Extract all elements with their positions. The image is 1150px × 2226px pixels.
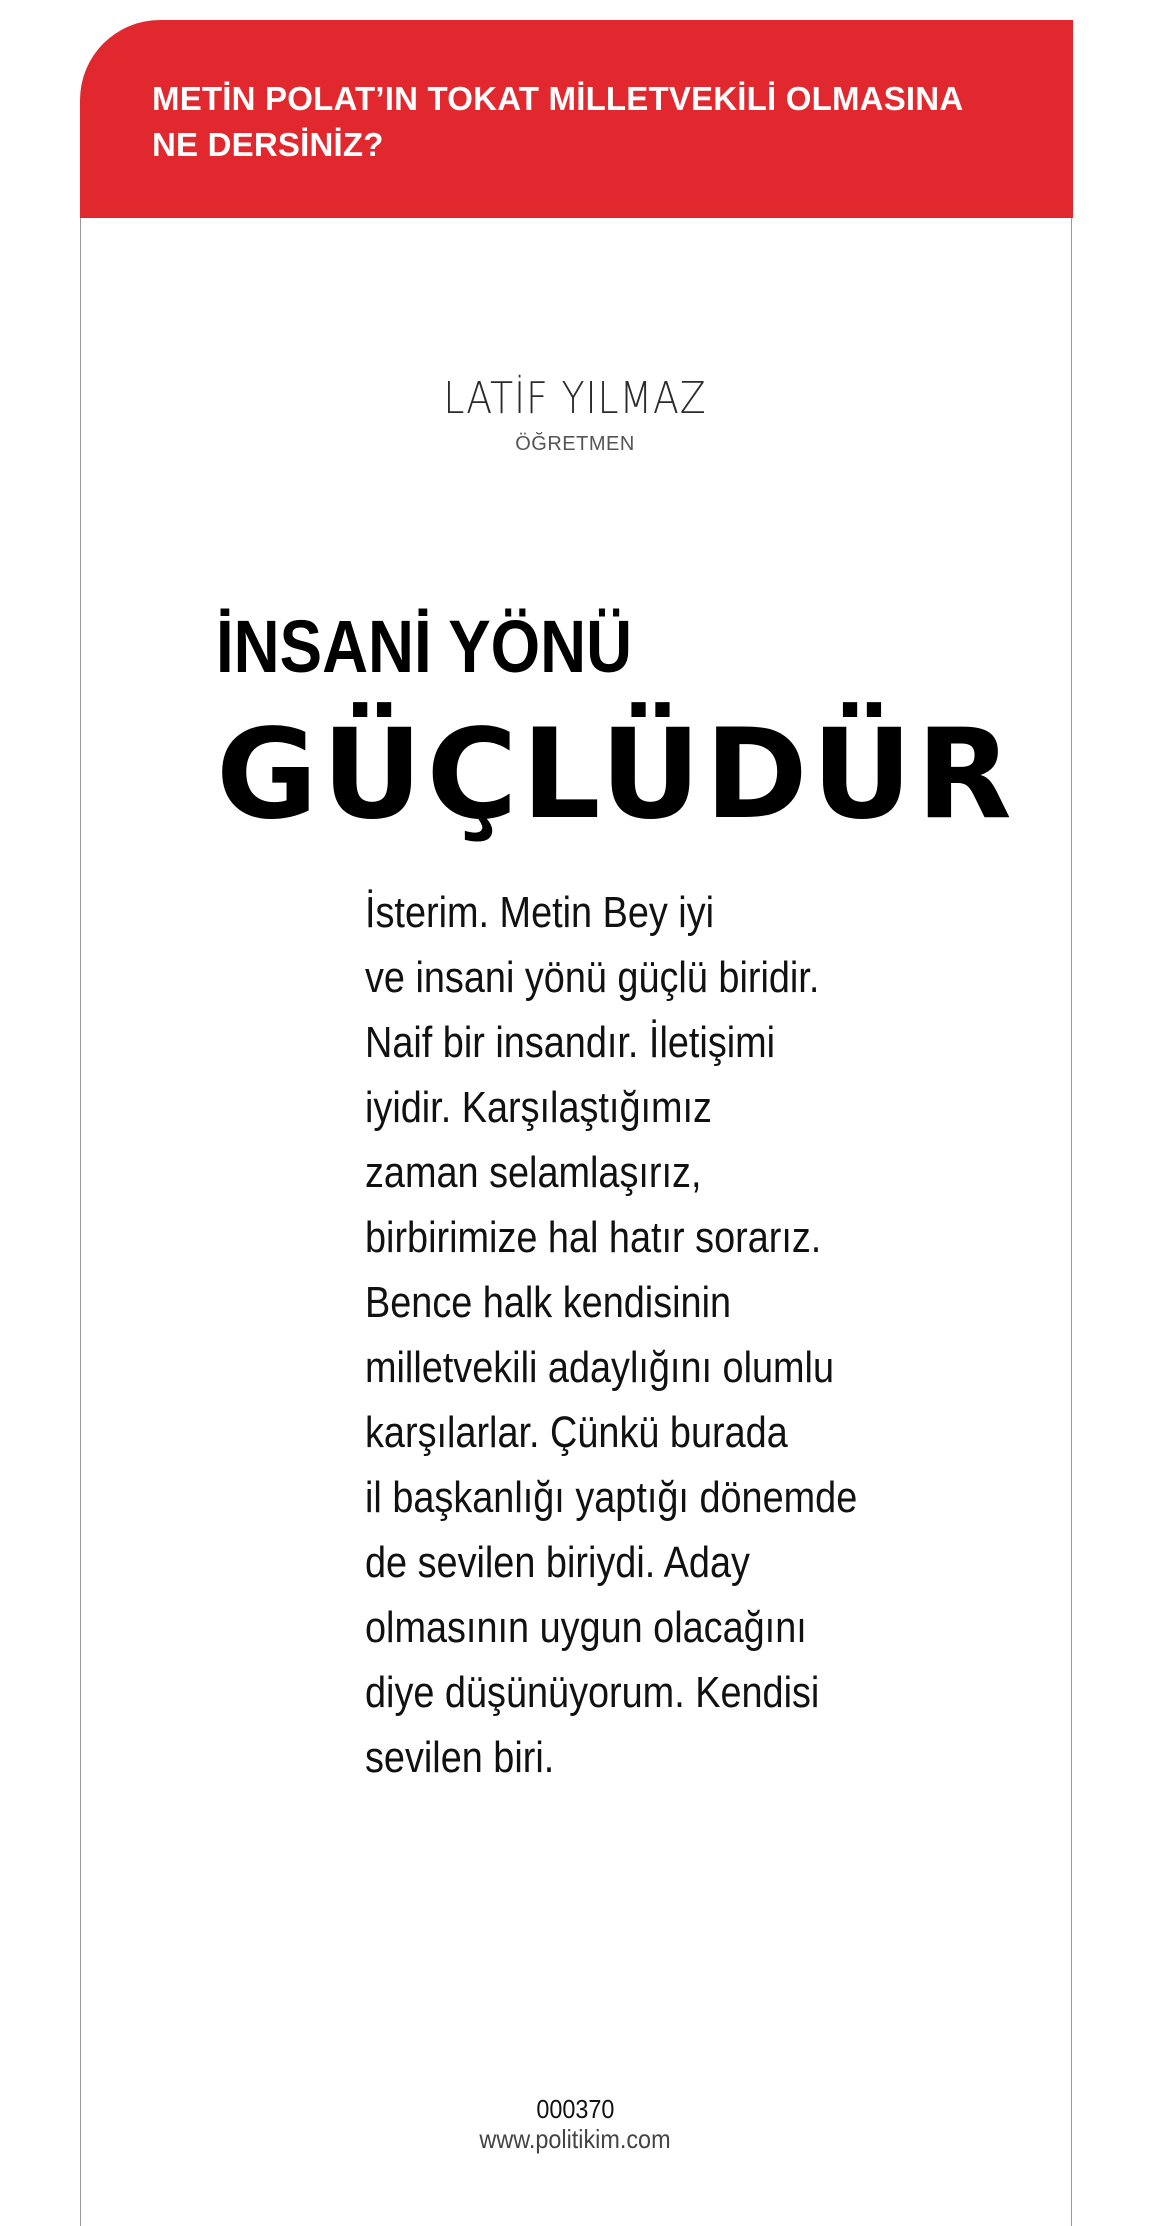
footer-url-link[interactable]: www.politikim.com — [479, 2124, 671, 2154]
quote-line: olmasının uygun olacağını — [365, 1603, 807, 1652]
quote-line: diye düşünüyorum. Kendisi — [365, 1668, 820, 1717]
quote-line: karşılarlar. Çünkü burada — [365, 1408, 788, 1457]
header-title — [152, 76, 1033, 168]
frame-divider-left — [80, 218, 81, 2226]
quote-line: milletvekili adaylığını olumlu — [365, 1343, 834, 1392]
header-title-line-1: METİN POLAT’IN TOKAT MİLLETVEKİLİ OLMASINA — [152, 80, 964, 117]
header-banner — [80, 20, 1073, 218]
quote-body — [365, 880, 898, 1790]
person-name: LATİF YILMAZ — [443, 373, 707, 424]
headline-main: GÜÇLÜDÜR — [216, 703, 1016, 847]
quote-line: birbirimize hal hatır sorarız. — [365, 1213, 822, 1262]
quote-line: il başkanlığı yaptığı dönemde — [365, 1473, 858, 1522]
person-block — [0, 372, 1150, 456]
quote-line: sevilen biri. — [365, 1733, 555, 1782]
frame-divider-right — [1071, 218, 1072, 2226]
quote-line: iyidir. Karşılaştığımız — [365, 1083, 712, 1132]
header-title-line-2: NE DERSİNİZ? — [152, 126, 384, 163]
quote-line: de sevilen biriydi. Aday — [365, 1538, 750, 1587]
quote-line: ve insani yönü güçlü biridir. — [365, 953, 820, 1002]
quote-line: zaman selamlaşırız, — [365, 1148, 702, 1197]
headline-top: İNSANİ YÖNÜ — [216, 605, 633, 688]
quote-line: Bence halk kendisinin — [365, 1278, 732, 1327]
footer-code: 000370 — [535, 2094, 615, 2124]
quote-line: İsterim. Metin Bey iyi — [365, 888, 715, 937]
footer — [0, 2094, 1150, 2154]
quote-line: Naif bir insandır. İletişimi — [365, 1018, 776, 1067]
person-role: ÖĞRETMEN — [515, 433, 635, 455]
